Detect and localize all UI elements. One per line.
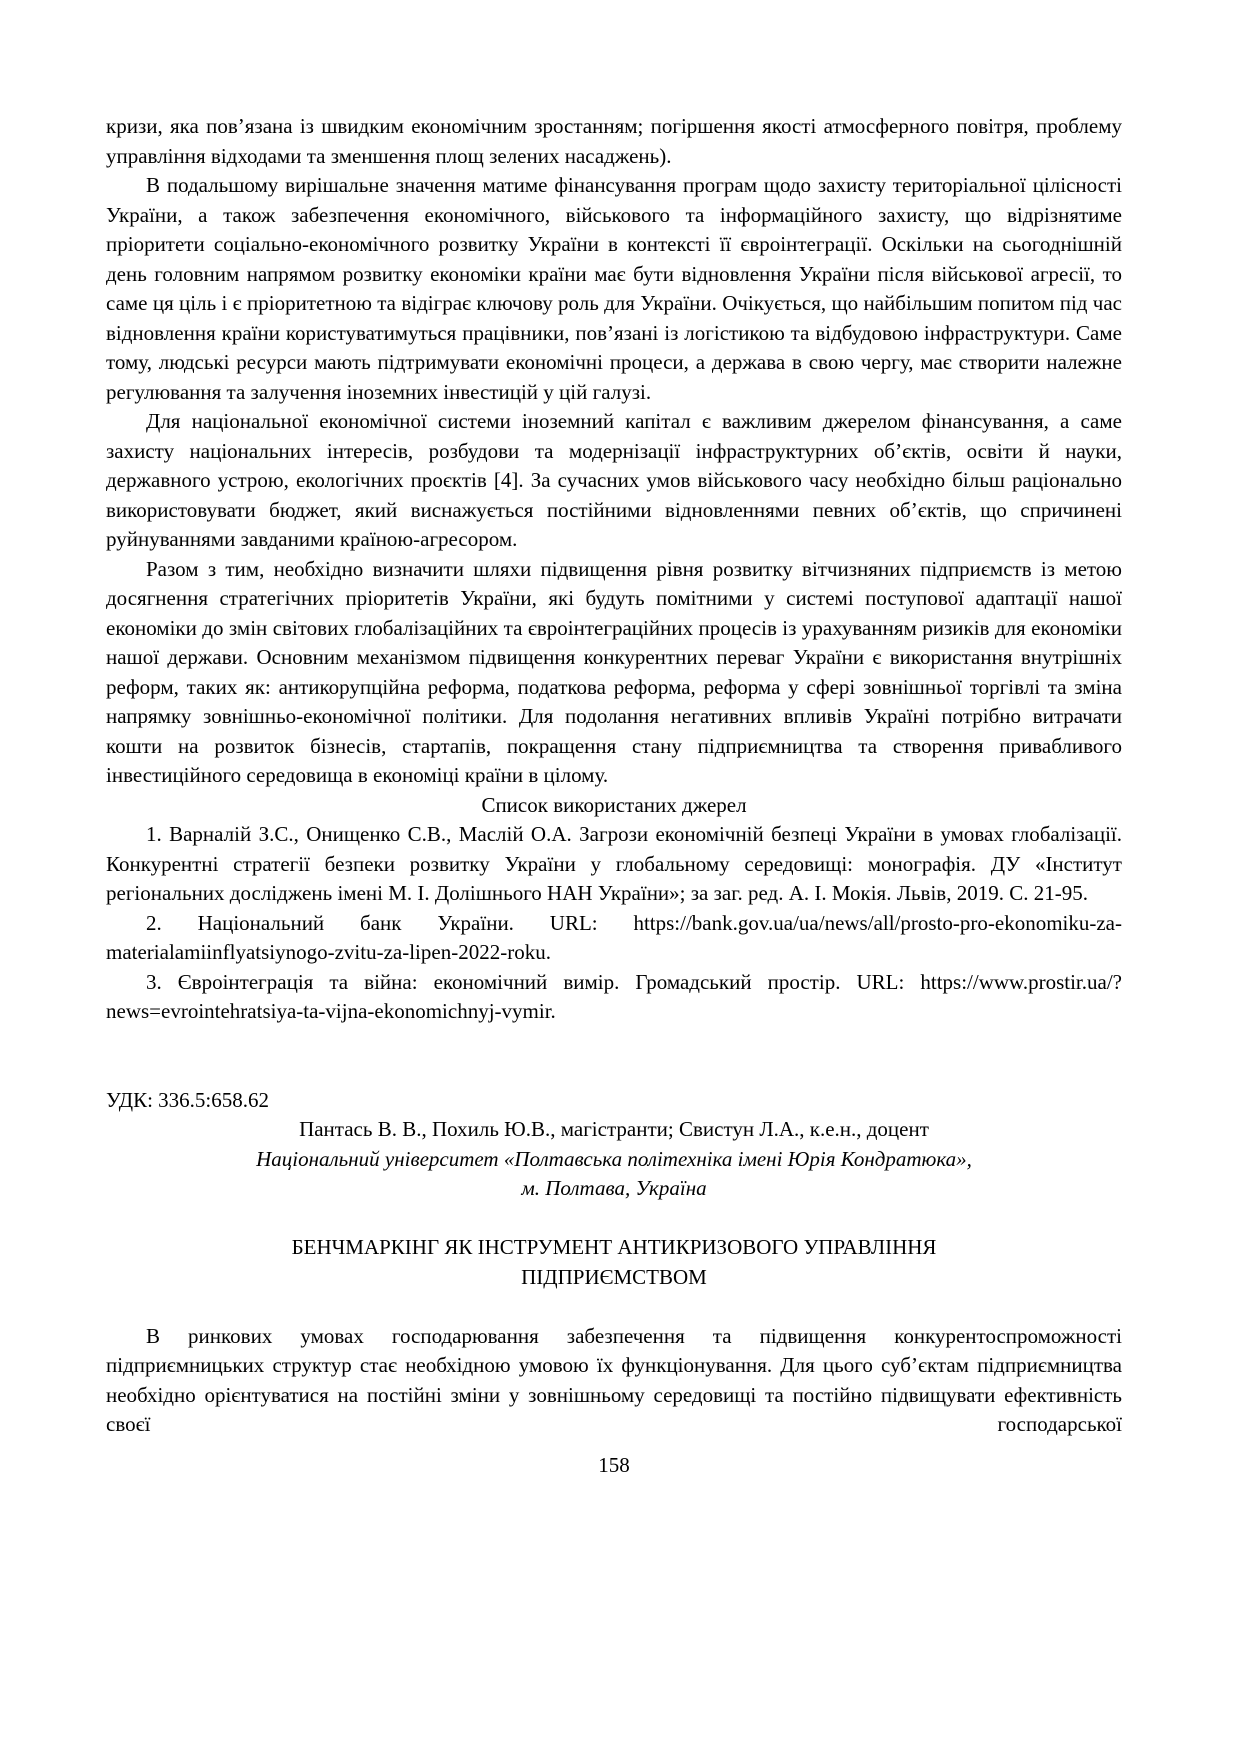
- page-number: 158: [598, 1452, 630, 1477]
- reference-item: 3. Євроінтеграція та війна: економічний вимір. Громадський простір. URL: https://www.prostir.ua/?news=evrointehratsiya-ta-vijna-ekonomichnyj-vymir.: [106, 969, 1122, 1023]
- article-title-line-2: ПІДПРИЄМСТВОМ: [521, 1264, 707, 1289]
- authors-line: Пантась В. В., Похиль Ю.В., магістранти; Свистун Л.А., к.е.н., доцент: [299, 1117, 929, 1141]
- paragraph-gap: [106, 1292, 1122, 1322]
- body-paragraph: Разом з тим, необхідно визначити шляхи підвищення рівня розвитку вітчизняних підприємств із метою досягнення стратегічних пріоритетів України, які будуть помітними у системі поступової адаптації нашої економіки до змін світових глобалізаційних та євроінтеграційних процесів із урахуванням ризиків для економіки нашої держави. Основним механізмом підвищення конкурентних переваг України є використання внутрішніх реформ, таких як: антикорупційна реформа, податкова реформа, реформа у сфері зовнішньої торгівлі та зміна напрямку зовнішньо-економічної політики. Для подолання негативних впливів Україні потрібно витрачати кошти на розвиток бізнесів, стартапів, покращення стану підприємництва та створення привабливого інвестиційного середовища в економіці країни в цілому.: [106, 556, 1122, 787]
- body-paragraph-continuation: кризи, яка пов’язана із швидким економічним зростанням; погіршення якості атмосферного повітря, проблему управління відходами та зменшення площ зелених насаджень).: [106, 114, 1122, 168]
- udc-code: УДК: 336.5:658.62: [106, 1087, 269, 1112]
- affiliation-line: Національний університет «Полтавська політехніка імені Юрія Кондратюка»,: [256, 1146, 972, 1171]
- article-title-line-1: БЕНЧМАРКІНГ ЯК ІНСТРУМЕНТ АНТИКРИЗОВОГО УПРАВЛІННЯ: [291, 1235, 937, 1259]
- body-paragraph: Для національної економічної системи іноземний капітал є важливим джерелом фінансування, а саме захисту національних інтересів, розбудови та модернізації інфраструктурних об’єктів, освіти й науки, державного устрою, екологічних проєктів [4]. За сучасних умов військового часу необхідно більш раціонально використовувати бюджет, який виснажується постійними відновленнями певних об’єктів, що спричинені руйнуваннями завданими країною-агресором.: [106, 409, 1122, 551]
- body-paragraph: В подальшому вирішальне значення матиме фінансування програм щодо захисту територіальної цілісності України, а також забезпечення економічного, військового та інформаційного захисту, що відрізнятиме пріоритети соціально-економічного розвитку України в контексті її євроінтеграції. Оскільки на сьогоднішній день головним напрямом розвитку економіки країни має бути відновлення України після військової агресії, то саме ця ціль і є пріоритетною та відіграє ключову роль для України. Очікується, що найбільшим попитом під час відновлення країни користуватимуться працівники, пов’язані із логістикою та відбудовою інфраструктури. Саме тому, людські ресурси мають підтримувати економічні процеси, а держава в свою чергу, має створити належне регулювання та залучення іноземних інвестицій у цій галузі.: [106, 173, 1122, 404]
- section-gap: [106, 1027, 1122, 1086]
- affiliation-location: м. Полтава, Україна: [521, 1176, 707, 1200]
- reference-item: 1. Варналій З.С., Онищенко С.В., Маслій О.А. Загрози економічній безпеці України в умовах глобалізації. Конкурентні стратегії безпеки розвитку України у глобальному середовищі: монографія. ДУ «Інститут регіональних досліджень імені М. І. Долішнього НАН України»; за заг. ред. А. І. Мокія. Львів, 2019. С. 21-95.: [106, 822, 1122, 905]
- references-heading: Список використаних джерел: [481, 792, 747, 817]
- reference-item: 2. Національний банк України. URL: https://bank.gov.ua/ua/news/all/prosto-pro-ekonomiku-za-materialamiinflyatsiynogo-zvitu-za-lipen-2022-roku.: [106, 910, 1122, 964]
- title-gap: [106, 1204, 1122, 1234]
- body-paragraph: В ринкових умовах господарювання забезпечення та підвищення конкурентоспроможності підприємницьких структур стає необхідною умовою їх функціонування. Для цього суб’єктам підприємництва необхідно орієнтуватися на постійні зміни у зовнішньому середовищі та постійно підвищувати ефективність своєї господарської: [106, 1323, 1122, 1436]
